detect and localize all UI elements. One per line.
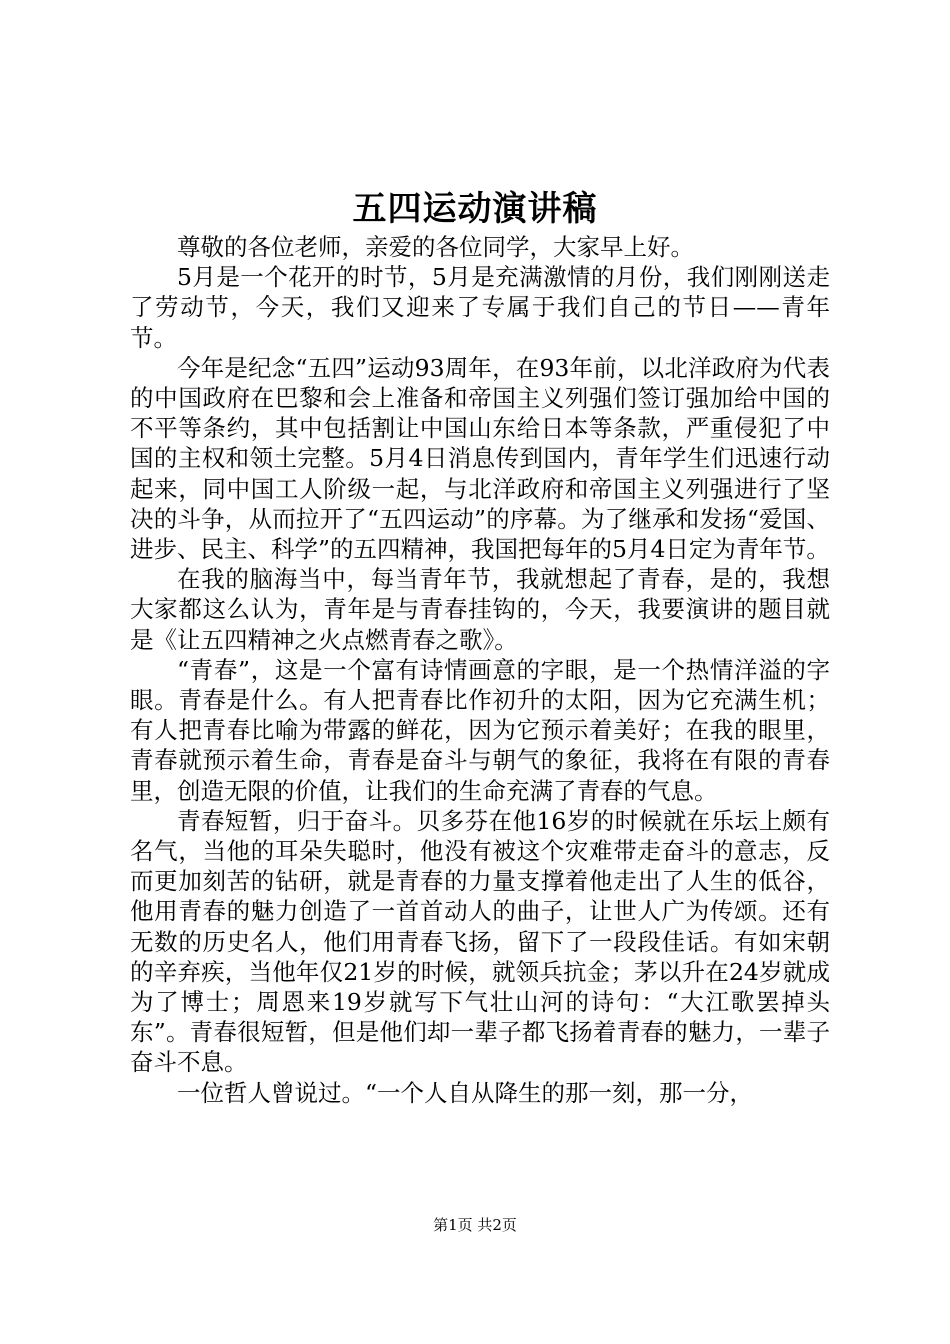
paragraph-speech-topic: 在我的脑海当中，每当青年节，我就想起了青春，是的，我想大家都这么认为，青年是与青春挂钩的，今天，我要演讲的题目就是《让五四精神之火点燃青春之歌》。 [130, 565, 830, 654]
page-footer: 第1页 共2页 [433, 1216, 517, 1234]
paragraph-philosopher-quote: 一位哲人曾说过。“一个人自从降生的那一刻，那一分， [177, 1078, 754, 1107]
paragraph-greeting: 尊敬的各位老师，亲爱的各位同学，大家早上好。 [177, 233, 694, 261]
paragraph-may-fourth-history: 今年是纪念“五四”运动93周年，在93年前，以北洋政府为代表的中国政府在巴黎和会上准备和帝国主义列强们签订强加给中国的不平等条约，其中包括割让中国山东给日本等条款，严重侵犯了中国的主权和领土完整。5月4日消息传到国内，青年学生们迅速行动起来，同中国工人阶级一起，与北洋政府和帝国主义列强进行了坚决的斗争，从而拉开了“五四运动”的序幕。为了继承和发扬“爱国、进步、民主、科学”的五四精神，我国把每年的5月4日定为青年节。 [130, 353, 830, 564]
document-title: 五四运动演讲稿 [352, 189, 598, 229]
paragraph-youth-struggle: 青春短暂，归于奋斗。贝多芬在他16岁的时候就在乐坛上颇有名气，当他的耳朵失聪时，他没有被这个灾难带走奋斗的意志，反而更加刻苦的钻研，就是青春的力量支撑着他走出了人生的低谷，他用青春的魅力创造了一首首动人的曲子，让世人广为传颂。还有无数的历史名人，他们用青春飞扬，留下了一段段佳话。有如宋朝的辛弃疾，当他年仅21岁的时候，就领兵抗金；茅以升在24岁就成为了博士；周恩来19岁就写下气壮山河的诗句：“大江歌罢掉头东”。青春很短暂，但是他们却一辈子都飞扬着青春的魅力，一辈子奋斗不息。 [130, 806, 830, 1077]
paragraph-youth-day: 5月是一个花开的时节，5月是充满激情的月份，我们刚刚送走了劳动节，今天，我们又迎来了专属于我们自己的节日——青年节。 [130, 263, 830, 352]
document-body [130, 232, 830, 1108]
paragraph-youth-meaning: “青春”，这是一个富有诗情画意的字眼，是一个热情洋溢的字眼。青春是什么。有人把青春比作初升的太阳，因为它充满生机；有人把青春比喻为带露的鲜花，因为它预示着美好；在我的眼里，青春就预示着生命，青春是奋斗与朝气的象征，我将在有限的青春里，创造无限的价值，让我们的生命充满了青春的气息。 [130, 655, 830, 805]
